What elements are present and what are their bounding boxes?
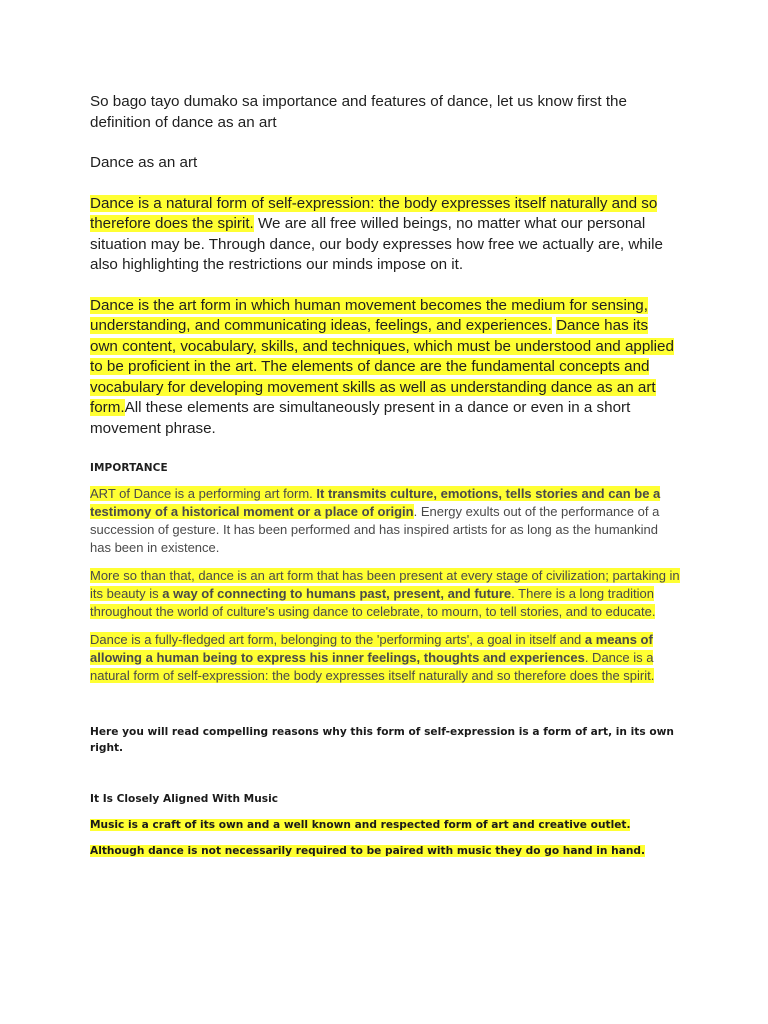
highlighted-bold-text: a means of allowing a human being to express his inner feelings, thoughts and experiences bbox=[90, 632, 653, 665]
importance-paragraph-2 bbox=[90, 567, 680, 621]
importance-paragraph-3 bbox=[90, 631, 680, 685]
highlighted-bold-text: a way of connecting to humans past, present, and future bbox=[162, 586, 512, 601]
highlighted-text: . Dance is a natural form of self-expression: the body expresses itself naturally and so therefore does the spirit. bbox=[90, 650, 655, 683]
music-heading: It Is Closely Aligned With Music bbox=[90, 793, 278, 805]
music-paragraph-2 bbox=[90, 843, 680, 859]
highlighted-text: ART of Dance is a performing art form. bbox=[90, 486, 317, 501]
paragraph-text: All these elements are simultaneously present in a dance or even in a short movement phrase. bbox=[90, 399, 631, 437]
highlighted-text: Dance has its own content, vocabulary, skills, and techniques, which must be understood and applied to be proficient in the art. The elements of dance are the fundamental concepts and vocabulary for developing movement skills as well as understanding dance as an art form. bbox=[90, 317, 674, 416]
paragraph-dance-art-form bbox=[90, 296, 680, 440]
music-paragraph-1 bbox=[90, 817, 680, 833]
highlighted-text: Although dance is not necessarily required to be paired with music they do go hand in hand. bbox=[90, 845, 645, 857]
importance-paragraph-1 bbox=[90, 485, 680, 557]
highlighted-text: Dance is a fully-fledged art form, belonging to the 'performing arts', a goal in itself and bbox=[90, 632, 585, 647]
document-page bbox=[90, 92, 680, 859]
highlighted-text: Dance is a natural form of self-expression: the body expresses itself naturally and so therefore does the spirit. bbox=[90, 194, 658, 232]
section-title: Dance as an art bbox=[90, 154, 198, 171]
paragraph-dance-expression bbox=[90, 194, 680, 276]
intro-paragraph: So bago tayo dumako sa importance and features of dance, let us know first the definition of dance as an art bbox=[90, 93, 627, 131]
highlighted-text: . There is a long tradition throughout the world of culture's using dance to celebrate, to mourn, to tell stories, and to educate. bbox=[90, 586, 656, 619]
reasons-intro: Here you will read compelling reasons why this form of self-expression is a form of art, in its own right. bbox=[90, 726, 674, 754]
paragraph-text: We are all free willed beings, no matter what our personal situation may be. Through dance, our body expresses how free we actually are, while also highlighting the restrictions our minds impose on it. bbox=[90, 215, 663, 273]
highlighted-bold-text: It transmits culture, emotions, tells stories and can be a testimony of a historical moment or a place of origin bbox=[90, 486, 661, 519]
highlighted-text: Dance is the art form in which human movement becomes the medium for sensing, understanding, and communicating ideas, feelings, and experiences. bbox=[90, 296, 648, 334]
highlighted-text: More so than that, dance is an art form that has been present at every stage of civilization; partaking in its beauty is bbox=[90, 568, 680, 601]
highlighted-text: Music is a craft of its own and a well known and respected form of art and creative outlet. bbox=[90, 819, 631, 831]
importance-heading: IMPORTANCE bbox=[90, 462, 168, 474]
paragraph-text: . Energy exults out of the performance of a succession of gesture. It has been performed and has inspired artists for as long as the humankind has been in existence. bbox=[90, 504, 660, 555]
